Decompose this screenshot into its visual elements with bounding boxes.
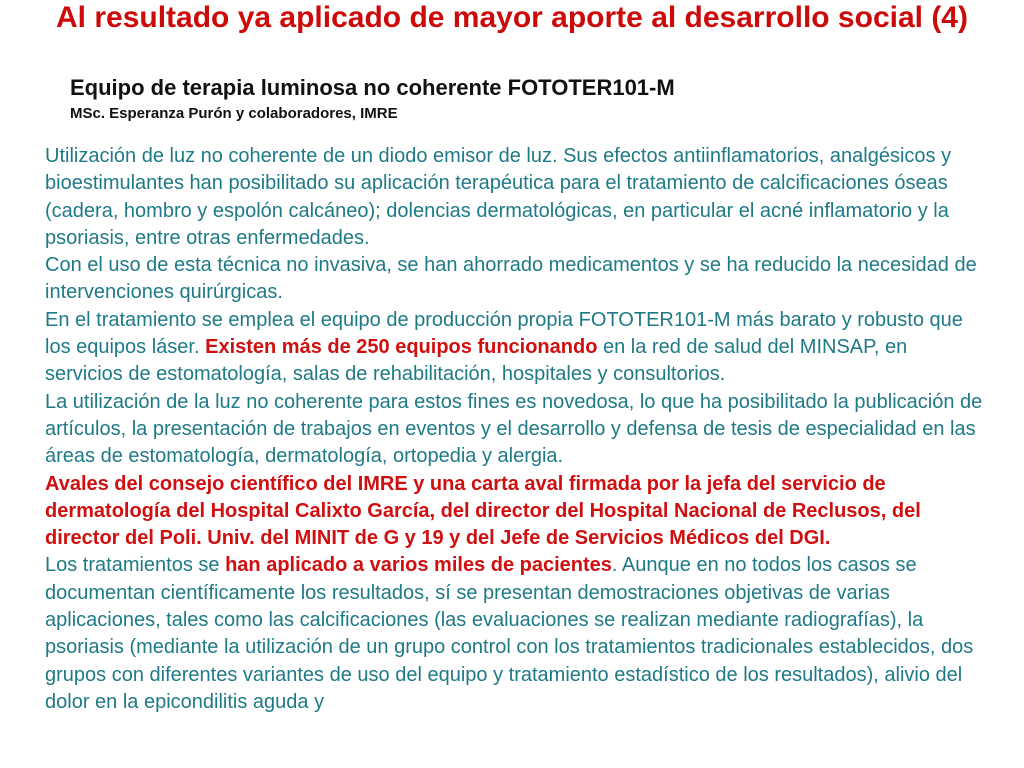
slide-subtitle: Equipo de terapia luminosa no coherente FOTOTER101-M	[70, 75, 675, 100]
paragraph-equipment-text-a: En el tratamiento se emplea el equipo de producción propia FOTOTER101-M más barato y robusto que los equipos láser.	[45, 308, 963, 359]
patients-highlight: han aplicado a varios miles de pacientes	[225, 554, 612, 577]
paragraph-description: Utilización de luz no coherente de un diodo emisor de luz. Sus efectos antiinflamatorios, analgésicos y bioestimulantes han posibilitado su aplicación terapéutica para el tratamiento de calcificaciones óseas (cadera, hombro y espolón calcáneo); dolencias dermatológicas, en particular el acné inflamatorio y la psoriasis, entre otras enfermedades.	[45, 145, 952, 249]
equipment-count-highlight: Existen más de 250 equipos funcionando	[205, 336, 598, 359]
paragraph-novelty: La utilización de la luz no coherente para estos fines es novedosa, lo que ha posibilitado la publicación de artículos, la presentación de trabajos en eventos y el desarrollo y defensa de tesis de especialidad en las áreas de estomatología, dermatología, ortopedia y alergia.	[45, 390, 983, 468]
paragraph-benefits: Con el uso de esta técnica no invasiva, se han ahorrado medicamentos y se ha reducido la necesidad de intervenciones quirúrgicas.	[45, 254, 977, 304]
slide-title: Al resultado ya aplicado de mayor aporte al desarrollo social (4)	[56, 1, 968, 34]
body-text	[45, 143, 990, 716]
paragraph-endorsements: Avales del consejo científico del IMRE y una carta aval firmada por la jefa del servicio de dermatología del Hospital Calixto García, del director del Hospital Nacional de Reclusos, del director del Poli. Univ. del MINIT de G y 19 y del Jefe de Servicios Médicos del DGI.	[45, 472, 921, 550]
paragraph-equipment-text-b: en la red de salud del MINSAP, en servicios de estomatología, salas de rehabilitación, hospitales y consultorios.	[45, 336, 908, 386]
paragraph-treatments	[45, 552, 990, 716]
paragraph-treatments-text-a: Los tratamientos se	[45, 554, 226, 577]
paragraph-treatments-text-b: . Aunque en no todos los casos se documentan científicamente los resultados, sí se presentan demostraciones objetivas de varias aplicaciones, tales como las calcificaciones (las evaluaciones se realizan mediante radiografías), la psoriasis (mediante la utilización de un grupo control con los tratamientos tradicionales establecidos, dos grupos con diferentes variantes de uso del equipo y tratamiento estadístico de los resultados), alivio del dolor en la epicondilitis aguda y	[45, 554, 974, 713]
slide-authors: MSc. Esperanza Purón y colaboradores, IMRE	[70, 105, 398, 122]
paragraph-equipment	[45, 307, 990, 389]
